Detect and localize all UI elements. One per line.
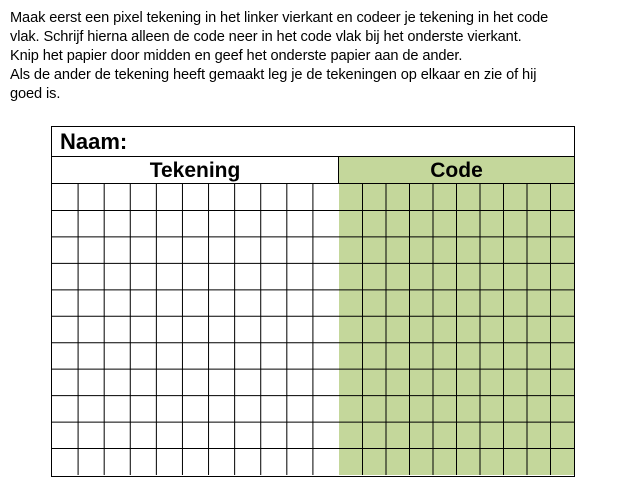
code-grid-cell[interactable]	[480, 369, 504, 395]
drawing-grid-cell[interactable]	[235, 290, 261, 316]
code-grid-cell[interactable]	[410, 343, 434, 369]
drawing-grid-cell[interactable]	[182, 422, 208, 448]
drawing-grid-cell[interactable]	[104, 263, 130, 289]
code-grid-cell[interactable]	[551, 396, 575, 422]
code-grid-cell[interactable]	[386, 184, 410, 210]
drawing-grid-cell[interactable]	[78, 290, 104, 316]
drawing-grid-cell[interactable]	[235, 343, 261, 369]
code-grid-cell[interactable]	[457, 422, 481, 448]
drawing-grid-cell[interactable]	[182, 237, 208, 263]
code-grid-cell[interactable]	[527, 396, 551, 422]
drawing-grid-cell[interactable]	[182, 396, 208, 422]
code-grid-cell[interactable]	[480, 316, 504, 342]
name-row	[52, 127, 574, 157]
code-grid-cell[interactable]	[527, 210, 551, 236]
drawing-grid-cell[interactable]	[52, 343, 78, 369]
drawing-grid-cell[interactable]	[130, 449, 156, 475]
drawing-grid-cell[interactable]	[313, 422, 339, 448]
drawing-grid-cell[interactable]	[130, 422, 156, 448]
code-grid-cell[interactable]	[339, 369, 363, 395]
code-grid-cell[interactable]	[457, 290, 481, 316]
drawing-grid-cell[interactable]	[104, 184, 130, 210]
code-grid-cell[interactable]	[386, 290, 410, 316]
drawing-grid-cell[interactable]	[235, 210, 261, 236]
code-grid-cell[interactable]	[504, 343, 528, 369]
code-grid-cell[interactable]	[410, 210, 434, 236]
drawing-grid-cell[interactable]	[78, 184, 104, 210]
drawing-grid-cell[interactable]	[104, 290, 130, 316]
code-grid-cell[interactable]	[433, 449, 457, 475]
code-grid-cell[interactable]	[433, 210, 457, 236]
code-grid-cell[interactable]	[363, 184, 387, 210]
code-grid-cell[interactable]	[480, 343, 504, 369]
drawing-grid-cell[interactable]	[313, 263, 339, 289]
drawing-grid-cell[interactable]	[261, 316, 287, 342]
drawing-grid-cell[interactable]	[78, 369, 104, 395]
code-grid-cell[interactable]	[410, 263, 434, 289]
code-grid-cell[interactable]	[386, 263, 410, 289]
drawing-grid-cell[interactable]	[52, 263, 78, 289]
code-grid-cell[interactable]	[551, 369, 575, 395]
drawing-grid-cell[interactable]	[104, 449, 130, 475]
code-grid-cell[interactable]	[363, 396, 387, 422]
drawing-grid-cell[interactable]	[235, 449, 261, 475]
drawing-grid-cell[interactable]	[156, 263, 182, 289]
code-grid-cell[interactable]	[386, 210, 410, 236]
drawing-grid-cell[interactable]	[52, 396, 78, 422]
code-grid-cell[interactable]	[457, 369, 481, 395]
code-grid-cell[interactable]	[551, 316, 575, 342]
code-grid-cell[interactable]	[480, 210, 504, 236]
drawing-grid-cell[interactable]	[287, 210, 313, 236]
drawing-grid-cell[interactable]	[52, 184, 78, 210]
drawing-grid-cell[interactable]	[209, 184, 235, 210]
drawing-grid-cell[interactable]	[313, 237, 339, 263]
code-grid-cell[interactable]	[480, 184, 504, 210]
code-grid-cell[interactable]	[386, 343, 410, 369]
drawing-grid-cell[interactable]	[235, 237, 261, 263]
code-grid-cell[interactable]	[527, 422, 551, 448]
drawing-grid-cell[interactable]	[52, 237, 78, 263]
code-grid-cell[interactable]	[339, 449, 363, 475]
code-grid-cell[interactable]	[433, 369, 457, 395]
code-grid-cell[interactable]	[551, 184, 575, 210]
code-grid-cell[interactable]	[339, 422, 363, 448]
drawing-grid-cell[interactable]	[156, 422, 182, 448]
code-grid-cell[interactable]	[527, 184, 551, 210]
drawing-grid-cell[interactable]	[78, 343, 104, 369]
drawing-grid-cell[interactable]	[261, 290, 287, 316]
drawing-grid-cell[interactable]	[287, 396, 313, 422]
code-grid-cell[interactable]	[339, 316, 363, 342]
code-grid-cell[interactable]	[433, 422, 457, 448]
code-grid-cell[interactable]	[363, 343, 387, 369]
drawing-grid-cell[interactable]	[287, 316, 313, 342]
code-grid-cell[interactable]	[363, 422, 387, 448]
code-grid-cell[interactable]	[386, 449, 410, 475]
drawing-grid-cell[interactable]	[78, 396, 104, 422]
drawing-grid-cell[interactable]	[182, 210, 208, 236]
drawing-grid-cell[interactable]	[287, 290, 313, 316]
drawing-grid-cell[interactable]	[130, 263, 156, 289]
code-grid-cell[interactable]	[480, 449, 504, 475]
code-grid-cell[interactable]	[410, 369, 434, 395]
drawing-grid-cell[interactable]	[313, 184, 339, 210]
code-grid-cell[interactable]	[457, 449, 481, 475]
code-grid-cell[interactable]	[433, 290, 457, 316]
drawing-grid-cell[interactable]	[313, 316, 339, 342]
drawing-grid-cell[interactable]	[209, 369, 235, 395]
code-grid-cell[interactable]	[527, 369, 551, 395]
drawing-grid-cell[interactable]	[235, 396, 261, 422]
drawing-header: Tekening	[52, 157, 339, 183]
code-grid-cell[interactable]	[339, 184, 363, 210]
name-label: Naam:	[60, 129, 128, 154]
code-grid-cell[interactable]	[527, 343, 551, 369]
drawing-grid-cell[interactable]	[209, 449, 235, 475]
code-grid-cell[interactable]	[551, 343, 575, 369]
code-grid-cell[interactable]	[433, 184, 457, 210]
code-grid-cell[interactable]	[504, 263, 528, 289]
drawing-grid-cell[interactable]	[182, 263, 208, 289]
drawing-grid-cell[interactable]	[104, 422, 130, 448]
instruction-line: Maak eerst een pixel tekening in het linker vierkant en codeer je tekening in het code	[10, 10, 549, 26]
drawing-grid-cell[interactable]	[313, 369, 339, 395]
drawing-grid-cell[interactable]	[52, 449, 78, 475]
drawing-grid-cell[interactable]	[209, 290, 235, 316]
drawing-grid-cell[interactable]	[182, 343, 208, 369]
drawing-grid-cell[interactable]	[156, 210, 182, 236]
drawing-grid-cell[interactable]	[261, 422, 287, 448]
drawing-grid-cell[interactable]	[78, 210, 104, 236]
drawing-grid-cell[interactable]	[261, 237, 287, 263]
drawing-grid-cell[interactable]	[52, 369, 78, 395]
code-grid[interactable]	[339, 184, 574, 475]
drawing-grid-cell[interactable]	[209, 237, 235, 263]
code-grid-cell[interactable]	[504, 369, 528, 395]
code-grid-cell[interactable]	[527, 263, 551, 289]
code-grid-cell[interactable]	[480, 263, 504, 289]
drawing-grid-cell[interactable]	[235, 263, 261, 289]
code-grid-cell[interactable]	[339, 343, 363, 369]
drawing-grid-cell[interactable]	[313, 343, 339, 369]
drawing-grid-cell[interactable]	[261, 343, 287, 369]
drawing-grid-cell[interactable]	[104, 316, 130, 342]
drawing-grid-cell[interactable]	[261, 396, 287, 422]
code-grid-cell[interactable]	[386, 396, 410, 422]
code-grid-cell[interactable]	[480, 237, 504, 263]
code-grid-cell[interactable]	[339, 396, 363, 422]
drawing-grid-cell[interactable]	[104, 343, 130, 369]
code-grid-cell[interactable]	[527, 290, 551, 316]
drawing-grid-cell[interactable]	[52, 422, 78, 448]
code-grid-cell[interactable]	[363, 316, 387, 342]
code-grid-cell[interactable]	[551, 210, 575, 236]
code-grid-cell[interactable]	[551, 449, 575, 475]
code-grid-cell[interactable]	[363, 237, 387, 263]
drawing-grid-cell[interactable]	[52, 316, 78, 342]
code-grid-cell[interactable]	[339, 290, 363, 316]
code-grid-cell[interactable]	[457, 316, 481, 342]
drawing-grid-cell[interactable]	[182, 184, 208, 210]
code-grid-cell[interactable]	[433, 396, 457, 422]
code-grid-cell[interactable]	[386, 316, 410, 342]
drawing-grid-cell[interactable]	[235, 184, 261, 210]
drawing-grid-cell[interactable]	[313, 449, 339, 475]
drawing-grid-cell[interactable]	[209, 210, 235, 236]
drawing-grid-cell[interactable]	[287, 449, 313, 475]
code-grid-cell[interactable]	[386, 422, 410, 448]
drawing-grid-cell[interactable]	[156, 316, 182, 342]
drawing-grid-cell[interactable]	[78, 263, 104, 289]
header-row	[52, 157, 574, 184]
code-grid-cell[interactable]	[457, 210, 481, 236]
drawing-grid-cell[interactable]	[104, 369, 130, 395]
code-grid-cell[interactable]	[363, 210, 387, 236]
code-grid-cell[interactable]	[433, 263, 457, 289]
drawing-grid-cell[interactable]	[287, 184, 313, 210]
drawing-grid-cell[interactable]	[104, 396, 130, 422]
drawing-grid-cell[interactable]	[313, 210, 339, 236]
code-grid-cell[interactable]	[410, 449, 434, 475]
drawing-grid-cell[interactable]	[287, 237, 313, 263]
drawing-grid-cell[interactable]	[261, 184, 287, 210]
code-grid-cell[interactable]	[551, 263, 575, 289]
drawing-grid-cell[interactable]	[52, 210, 78, 236]
drawing-grid-cell[interactable]	[78, 237, 104, 263]
drawing-grid-cell[interactable]	[156, 184, 182, 210]
drawing-grid-cell[interactable]	[130, 396, 156, 422]
drawing-grid-cell[interactable]	[209, 343, 235, 369]
code-header: Code	[339, 157, 574, 183]
drawing-grid-cell[interactable]	[313, 396, 339, 422]
code-grid-cell[interactable]	[551, 290, 575, 316]
drawing-grid-cell[interactable]	[287, 369, 313, 395]
drawing-grid-cell[interactable]	[156, 369, 182, 395]
drawing-grid-cell[interactable]	[235, 369, 261, 395]
drawing-grid-cell[interactable]	[209, 422, 235, 448]
code-grid-cell[interactable]	[457, 184, 481, 210]
drawing-grid-cell[interactable]	[130, 210, 156, 236]
code-grid-cell[interactable]	[480, 290, 504, 316]
drawing-grid-cell[interactable]	[130, 343, 156, 369]
drawing-grid-cell[interactable]	[235, 422, 261, 448]
drawing-grid-cell[interactable]	[130, 290, 156, 316]
instruction-line: goed is.	[10, 86, 61, 102]
code-grid-cell[interactable]	[433, 237, 457, 263]
code-grid-cell[interactable]	[527, 237, 551, 263]
drawing-grid-cell[interactable]	[235, 316, 261, 342]
drawing-grid-cell[interactable]	[287, 263, 313, 289]
drawing-grid-cell[interactable]	[261, 210, 287, 236]
code-grid-cell[interactable]	[457, 396, 481, 422]
drawing-grid-cell[interactable]	[130, 184, 156, 210]
code-grid-cell[interactable]	[551, 237, 575, 263]
code-grid-cell[interactable]	[504, 449, 528, 475]
code-grid-cell[interactable]	[386, 369, 410, 395]
code-grid-cell[interactable]	[551, 422, 575, 448]
drawing-grid-cell[interactable]	[104, 210, 130, 236]
code-grid-cell[interactable]	[504, 210, 528, 236]
drawing-grid-cell[interactable]	[182, 369, 208, 395]
drawing-grid-cell[interactable]	[182, 449, 208, 475]
code-grid-cell[interactable]	[339, 263, 363, 289]
drawing-grid-cell[interactable]	[156, 290, 182, 316]
code-grid-cell[interactable]	[410, 237, 434, 263]
code-grid-cell[interactable]	[504, 290, 528, 316]
drawing-grid-cell[interactable]	[78, 316, 104, 342]
drawing-grid-cell[interactable]	[209, 263, 235, 289]
code-grid-cell[interactable]	[363, 290, 387, 316]
drawing-grid-cell[interactable]	[52, 290, 78, 316]
instruction-line: Als de ander de tekening heeft gemaakt leg je de tekeningen op elkaar en zie of hij	[10, 67, 537, 83]
code-grid-cell[interactable]	[410, 422, 434, 448]
code-grid-cell[interactable]	[410, 184, 434, 210]
drawing-grid-cell[interactable]	[287, 422, 313, 448]
drawing-grid-cell[interactable]	[156, 396, 182, 422]
code-grid-cell[interactable]	[480, 396, 504, 422]
drawing-grid-cell[interactable]	[130, 369, 156, 395]
code-grid-cell[interactable]	[457, 263, 481, 289]
drawing-grid-cell[interactable]	[209, 396, 235, 422]
code-grid-cell[interactable]	[339, 210, 363, 236]
drawing-grid-cell[interactable]	[78, 422, 104, 448]
drawing-grid-cell[interactable]	[261, 263, 287, 289]
code-grid-cell[interactable]	[504, 396, 528, 422]
code-grid-cell[interactable]	[527, 449, 551, 475]
code-grid-cell[interactable]	[480, 422, 504, 448]
code-grid-cell[interactable]	[410, 290, 434, 316]
code-grid-cell[interactable]	[433, 316, 457, 342]
drawing-grid-cell[interactable]	[287, 343, 313, 369]
code-grid-cell[interactable]	[363, 263, 387, 289]
instructions	[10, 9, 622, 104]
drawing-grid-cell[interactable]	[182, 316, 208, 342]
code-grid-cell[interactable]	[527, 316, 551, 342]
worksheet-table	[51, 126, 575, 477]
drawing-grid-cell[interactable]	[130, 316, 156, 342]
drawing-grid-cell[interactable]	[313, 290, 339, 316]
drawing-grid-cell[interactable]	[156, 449, 182, 475]
drawing-grid-cell[interactable]	[261, 369, 287, 395]
code-grid-cell[interactable]	[410, 316, 434, 342]
code-grid-cell[interactable]	[363, 449, 387, 475]
drawing-grid-cell[interactable]	[156, 237, 182, 263]
code-grid-cell[interactable]	[410, 396, 434, 422]
code-grid-cell[interactable]	[504, 184, 528, 210]
drawing-grid-cell[interactable]	[78, 449, 104, 475]
code-grid-cell[interactable]	[433, 343, 457, 369]
code-grid-cell[interactable]	[504, 316, 528, 342]
code-grid-cell[interactable]	[504, 237, 528, 263]
code-grid-cell[interactable]	[457, 343, 481, 369]
drawing-grid-cell[interactable]	[209, 316, 235, 342]
code-grid-cell[interactable]	[457, 237, 481, 263]
code-grid-cell[interactable]	[386, 237, 410, 263]
drawing-grid-cell[interactable]	[182, 290, 208, 316]
drawing-grid-cell[interactable]	[104, 237, 130, 263]
instruction-line: Knip het papier door midden en geef het onderste papier aan de ander.	[10, 48, 463, 64]
code-grid-cell[interactable]	[339, 237, 363, 263]
drawing-grid-cell[interactable]	[156, 343, 182, 369]
drawing-grid-cell[interactable]	[130, 237, 156, 263]
code-grid-cell[interactable]	[504, 422, 528, 448]
drawing-grid[interactable]	[52, 184, 339, 475]
code-grid-cell[interactable]	[363, 369, 387, 395]
instruction-line: vlak. Schrijf hierna alleen de code neer in het code vlak bij het onderste vierkant.	[10, 29, 522, 45]
drawing-grid-cell[interactable]	[261, 449, 287, 475]
